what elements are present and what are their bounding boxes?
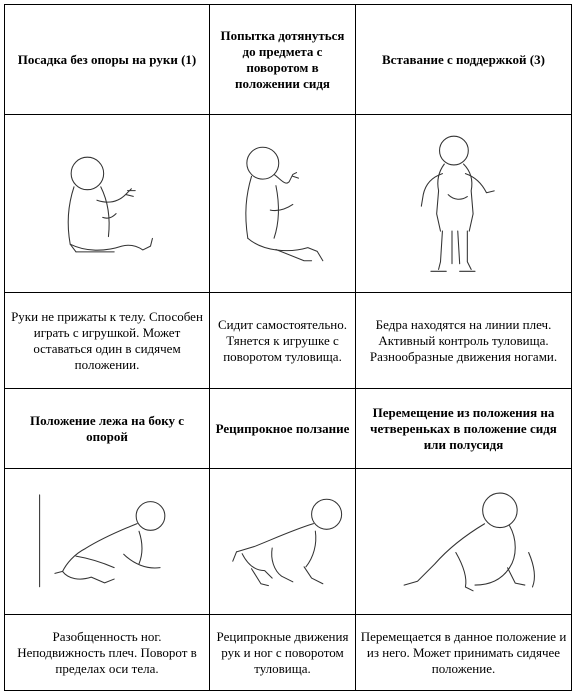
illustration-cell <box>5 115 210 293</box>
baby-sitting-unsupported-icon <box>9 118 205 288</box>
caption-row-2 <box>5 615 572 691</box>
baby-crawling-icon <box>214 473 351 610</box>
header-sitting-unsupported: Посадка без опоры на руки (1) <box>5 5 210 115</box>
motor-milestones-table <box>4 4 572 691</box>
illustration-cell <box>210 469 356 615</box>
header-side-lying: Положение лежа на боку с опорой <box>5 389 210 469</box>
illustration-cell <box>5 469 210 615</box>
baby-standing-supported-icon <box>360 118 567 289</box>
illustration-cell <box>356 115 572 293</box>
illustration-cell <box>210 115 356 293</box>
baby-side-lying-icon <box>9 472 205 612</box>
illustration-cell <box>356 469 572 615</box>
baby-four-point-to-sitting-icon <box>360 472 567 612</box>
header-reciprocal-crawling: Реципрокное ползание <box>210 389 356 469</box>
caption-sitting-unsupported: Руки не прижаты к телу. Способен играть с игрушкой. Может оставаться один в сидячем положении. <box>5 293 210 389</box>
image-row-1 <box>5 115 572 293</box>
caption-standing-supported: Бедра находятся на линии плеч. Активный контроль туловища. Разнообразные движения ногами. <box>356 293 572 389</box>
caption-reaching-while-sitting: Сидит самостоятельно. Тянется к игрушке с поворотом туловища. <box>210 293 356 389</box>
header-reaching-while-sitting: Попытка дотянуться до предмета с поворотом в положении сидя <box>210 5 356 115</box>
header-four-point-to-sitting: Перемещение из положения на четвереньках в положение сидя или полусидя <box>356 389 572 469</box>
header-row-1 <box>5 5 572 115</box>
header-standing-supported: Вставание с поддержкой (3) <box>356 5 572 115</box>
baby-sitting-reaching-icon <box>214 120 351 287</box>
image-row-2 <box>5 469 572 615</box>
header-row-2 <box>5 389 572 469</box>
caption-four-point-to-sitting: Перемещается в данное положение и из него. Может принимать сидячее положение. <box>356 615 572 691</box>
caption-row-1 <box>5 293 572 389</box>
caption-side-lying: Разобщенность ног. Неподвижность плеч. Поворот в пределах оси тела. <box>5 615 210 691</box>
caption-reciprocal-crawling: Реципрокные движения рук и ног с поворотом туловища. <box>210 615 356 691</box>
